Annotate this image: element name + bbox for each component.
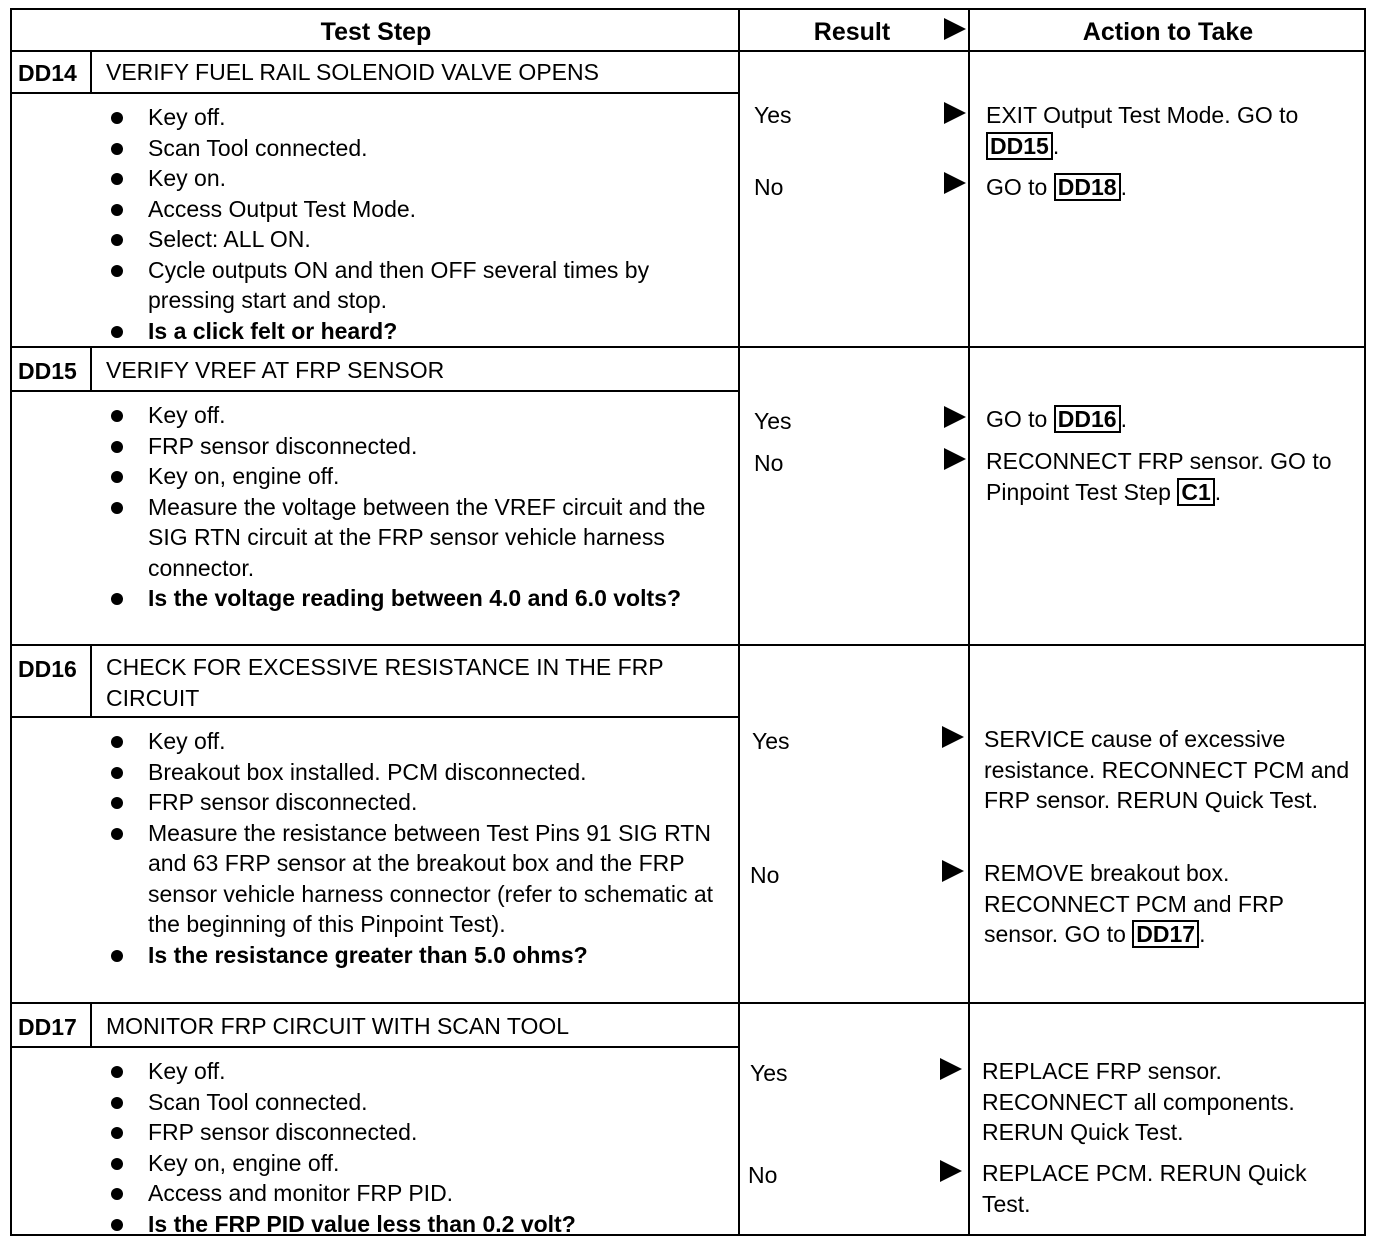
step-question: Is a click felt or heard?	[108, 316, 728, 347]
action-no	[984, 858, 1356, 950]
result-no: No	[748, 1162, 778, 1188]
step-reference: DD17	[1132, 920, 1199, 948]
test-step-header: Test Step	[320, 18, 432, 46]
header-arrow-icon	[944, 18, 966, 40]
action-no	[986, 446, 1358, 507]
list-item: Breakout box installed. PCM disconnected.	[108, 757, 728, 788]
list-item: Key on, engine off.	[108, 1148, 728, 1179]
list-item: Measure the voltage between the VREF circuit and the SIG RTN circuit at the FRP sensor vehicle harness connector.	[108, 492, 728, 584]
action-text: REMOVE breakout box. RECONNECT PCM and FRP sensor. GO to	[984, 860, 1284, 947]
result-yes: Yes	[754, 408, 792, 434]
action-text: REPLACE PCM. RERUN Quick Test.	[982, 1160, 1307, 1217]
step-question: Is the FRP PID value less than 0.2 volt?	[108, 1209, 728, 1240]
step-title: CHECK FOR EXCESSIVE RESISTANCE IN THE FRP CIRCUIT	[106, 654, 664, 711]
list-item: FRP sensor disconnected.	[108, 787, 728, 818]
result-yes: Yes	[754, 102, 792, 128]
step-dd17	[12, 1004, 1364, 1236]
list-item: Key off.	[108, 102, 728, 133]
step-title: MONITOR FRP CIRCUIT WITH SCAN TOOL	[106, 1013, 570, 1039]
result-no: No	[750, 862, 780, 888]
list-item: FRP sensor disconnected.	[108, 1117, 728, 1148]
list-item: Access Output Test Mode.	[108, 194, 728, 225]
result-header: Result	[813, 18, 891, 46]
action-yes	[986, 100, 1358, 161]
action-no	[982, 1158, 1354, 1219]
step-dd14	[12, 50, 1364, 348]
action-text: SERVICE cause of excessive resistance. RECONNECT PCM and FRP sensor. RERUN Quick Test.	[984, 726, 1350, 813]
step-bullets	[108, 726, 728, 970]
action-yes	[984, 724, 1356, 816]
arrow-icon	[940, 1160, 962, 1182]
list-item: Access and monitor FRP PID.	[108, 1178, 728, 1209]
action-text: GO to	[986, 174, 1048, 200]
arrow-icon	[944, 172, 966, 194]
step-id: DD15	[12, 348, 92, 390]
action-punct: .	[1120, 406, 1127, 432]
step-id: DD14	[12, 50, 92, 92]
action-no	[986, 172, 1358, 203]
step-question: Is the voltage reading between 4.0 and 6.0 volts?	[108, 583, 728, 614]
list-item: Scan Tool connected.	[108, 133, 728, 164]
step-id: DD17	[12, 1004, 92, 1046]
action-text: EXIT Output Test Mode. GO to	[986, 102, 1299, 128]
step-title-row	[12, 50, 740, 94]
step-id: DD16	[12, 646, 92, 716]
step-title: VERIFY VREF AT FRP SENSOR	[106, 357, 445, 383]
step-title-row	[12, 348, 740, 392]
list-item: Key off.	[108, 726, 728, 757]
list-item: Key off.	[108, 1056, 728, 1087]
arrow-icon	[944, 448, 966, 470]
arrow-icon	[944, 406, 966, 428]
action-text: REPLACE FRP sensor. RECONNECT all components. RERUN Quick Test.	[982, 1058, 1295, 1145]
step-dd15	[12, 348, 1364, 646]
arrow-icon	[942, 726, 964, 748]
diagnostic-table	[10, 8, 1366, 1236]
list-item: Key on.	[108, 163, 728, 194]
list-item: Select: ALL ON.	[108, 224, 728, 255]
arrow-icon	[940, 1058, 962, 1080]
action-punct: .	[1214, 478, 1222, 505]
step-reference: DD16	[1054, 405, 1121, 433]
list-item: Measure the resistance between Test Pins 91 SIG RTN and 63 FRP sensor at the breakout box and the FRP sensor vehicle harness connector (refer to schematic at the beginning of this Pinpoint Test).	[108, 818, 728, 940]
step-reference: DD18	[1054, 173, 1121, 201]
step-bullets	[108, 102, 728, 346]
result-yes: Yes	[750, 1060, 788, 1086]
arrow-icon	[942, 860, 964, 882]
list-item: Scan Tool connected.	[108, 1087, 728, 1118]
list-item: Cycle outputs ON and then OFF several times by pressing start and stop.	[108, 255, 728, 316]
step-dd16	[12, 646, 1364, 1004]
action-punct: .	[1052, 132, 1060, 159]
step-bullets	[108, 1056, 728, 1239]
step-reference: C1	[1177, 478, 1214, 506]
action-yes	[986, 404, 1358, 435]
step-title-row	[12, 1004, 740, 1048]
result-no: No	[754, 174, 784, 200]
list-item: FRP sensor disconnected.	[108, 431, 728, 462]
result-yes: Yes	[752, 728, 790, 754]
table-header	[12, 10, 1364, 52]
action-text: GO to	[986, 406, 1048, 432]
step-question: Is the resistance greater than 5.0 ohms?	[108, 940, 728, 971]
action-yes	[982, 1056, 1354, 1148]
step-reference: DD15	[986, 132, 1053, 160]
arrow-icon	[944, 102, 966, 124]
action-text: RECONNECT FRP sensor. GO to Pinpoint Test Step	[986, 448, 1332, 505]
step-title: VERIFY FUEL RAIL SOLENOID VALVE OPENS	[106, 59, 599, 85]
step-bullets	[108, 400, 728, 614]
action-header: Action to Take	[1082, 18, 1254, 46]
step-title-row	[12, 646, 740, 718]
action-punct: .	[1199, 921, 1206, 947]
list-item: Key on, engine off.	[108, 461, 728, 492]
action-punct: .	[1120, 174, 1127, 200]
list-item: Key off.	[108, 400, 728, 431]
result-no: No	[754, 450, 784, 476]
